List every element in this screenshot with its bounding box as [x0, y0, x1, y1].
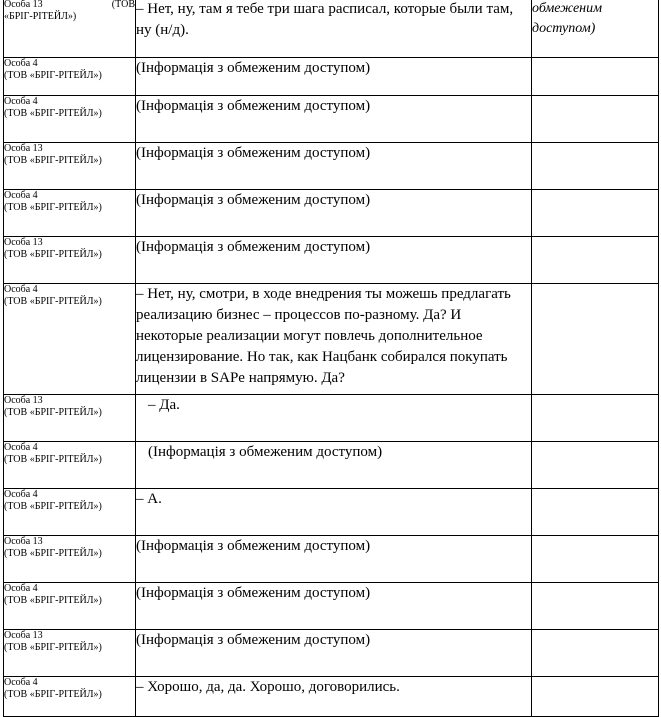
speaker-name: Особа 4 — [4, 489, 38, 500]
speaker-org: (ТОВ «БРІГ-РІТЕЙЛ») — [4, 595, 102, 606]
transcript-table — [3, 0, 659, 717]
speech-cell: (Інформація з обмеженим доступом) — [136, 237, 532, 284]
empty-cell — [532, 58, 659, 96]
table-row — [4, 630, 659, 677]
speech-cell: (Інформація з обмеженим доступом) — [136, 58, 532, 96]
speech-cell: – Да. — [136, 395, 532, 442]
speaker-cell — [4, 0, 136, 58]
table-row — [4, 190, 659, 237]
speaker-org: (ТОВ «БРІГ-РІТЕЙЛ») — [4, 108, 102, 119]
table-row — [4, 583, 659, 630]
empty-cell — [532, 395, 659, 442]
speaker-cell — [4, 630, 136, 677]
speaker-cell — [4, 96, 136, 143]
speaker-org: (ТОВ «БРІГ-РІТЕЙЛ») — [4, 407, 102, 418]
speaker-org: «БРІГ-РІТЕЙЛ») — [4, 11, 77, 22]
side-note: обмеженим доступом) — [532, 1, 603, 36]
empty-cell — [532, 583, 659, 630]
speaker-org-prefix: (ТОВ — [111, 0, 135, 10]
empty-cell — [532, 143, 659, 190]
speaker-org: (ТОВ «БРІГ-РІТЕЙЛ») — [4, 689, 102, 700]
speaker-org: (ТОВ «БРІГ-РІТЕЙЛ») — [4, 202, 102, 213]
table-row — [4, 284, 659, 395]
speaker-cell — [4, 58, 136, 96]
empty-cell — [532, 96, 659, 143]
speech-cell: – Нет, ну, там я тебе три шага расписал, которые были там, ну (н/д). — [136, 0, 532, 58]
table-row — [4, 96, 659, 143]
speaker-cell — [4, 237, 136, 284]
empty-cell — [532, 284, 659, 395]
speaker-cell — [4, 190, 136, 237]
empty-cell — [532, 190, 659, 237]
speaker-org: (ТОВ «БРІГ-РІТЕЙЛ») — [4, 155, 102, 166]
empty-cell — [532, 237, 659, 284]
table-row — [4, 58, 659, 96]
speaker-name: Особа 13 — [4, 395, 43, 406]
speech-cell: (Інформація з обмеженим доступом) — [136, 190, 532, 237]
speech-cell: – Хорошо, да, да. Хорошо, договорились. — [136, 677, 532, 717]
speech-cell: (Інформація з обмеженим доступом) — [136, 536, 532, 583]
speaker-org: (ТОВ «БРІГ-РІТЕЙЛ») — [4, 296, 102, 307]
speech-cell: (Інформація з обмеженим доступом) — [136, 583, 532, 630]
speaker-name: Особа 13 — [4, 630, 43, 641]
empty-cell — [532, 536, 659, 583]
speaker-name: Особа 13 — [4, 143, 43, 154]
speech-cell: (Інформація з обмеженим доступом) — [136, 442, 532, 489]
speech-cell: (Інформація з обмеженим доступом) — [136, 96, 532, 143]
speaker-name: Особа 4 — [4, 583, 38, 594]
speaker-name: Особа 4 — [4, 190, 38, 201]
table-row — [4, 489, 659, 536]
table-row — [4, 237, 659, 284]
table-row — [4, 395, 659, 442]
speaker-cell — [4, 677, 136, 717]
table-row — [4, 677, 659, 717]
speaker-name: Особа 13 — [4, 237, 43, 248]
speaker-org: (ТОВ «БРІГ-РІТЕЙЛ») — [4, 501, 102, 512]
speaker-cell — [4, 489, 136, 536]
speaker-name: Особа 4 — [4, 442, 38, 453]
table-row — [4, 536, 659, 583]
speaker-cell — [4, 395, 136, 442]
table-row — [4, 0, 659, 58]
speaker-cell — [4, 442, 136, 489]
speaker-cell — [4, 143, 136, 190]
speaker-name: Особа 13 — [4, 536, 43, 547]
speaker-org: (ТОВ «БРІГ-РІТЕЙЛ») — [4, 548, 102, 559]
speaker-org: (ТОВ «БРІГ-РІТЕЙЛ») — [4, 249, 102, 260]
empty-cell — [532, 677, 659, 717]
speaker-cell — [4, 583, 136, 630]
speaker-org: (ТОВ «БРІГ-РІТЕЙЛ») — [4, 454, 102, 465]
speech-cell: (Інформація з обмеженим доступом) — [136, 630, 532, 677]
speech-cell: (Інформація з обмеженим доступом) — [136, 143, 532, 190]
table-row — [4, 442, 659, 489]
speaker-org: (ТОВ «БРІГ-РІТЕЙЛ») — [4, 70, 102, 81]
empty-cell — [532, 630, 659, 677]
speech-cell: – А. — [136, 489, 532, 536]
empty-cell — [532, 442, 659, 489]
speaker-cell — [4, 284, 136, 395]
speaker-name: Особа 4 — [4, 96, 38, 107]
speaker-name: Особа 4 — [4, 677, 38, 688]
speaker-name: Особа 4 — [4, 58, 38, 69]
speaker-cell — [4, 536, 136, 583]
speaker-name: Особа 4 — [4, 284, 38, 295]
speaker-name: Особа 13 — [4, 0, 43, 10]
speaker-org: (ТОВ «БРІГ-РІТЕЙЛ») — [4, 642, 102, 653]
side-note-cell — [532, 0, 659, 58]
speech-cell: – Нет, ну, смотри, в ходе внедрения ты можешь предлагать реализацию бизнес – процессов по-разному. Да? И некоторые реализации могут повлечь дополнительное лицензирование. Но так, как Нацбанк собирался покупать лицензии в SAPe напрямую. Да? — [136, 284, 532, 395]
empty-cell — [532, 489, 659, 536]
table-row — [4, 143, 659, 190]
